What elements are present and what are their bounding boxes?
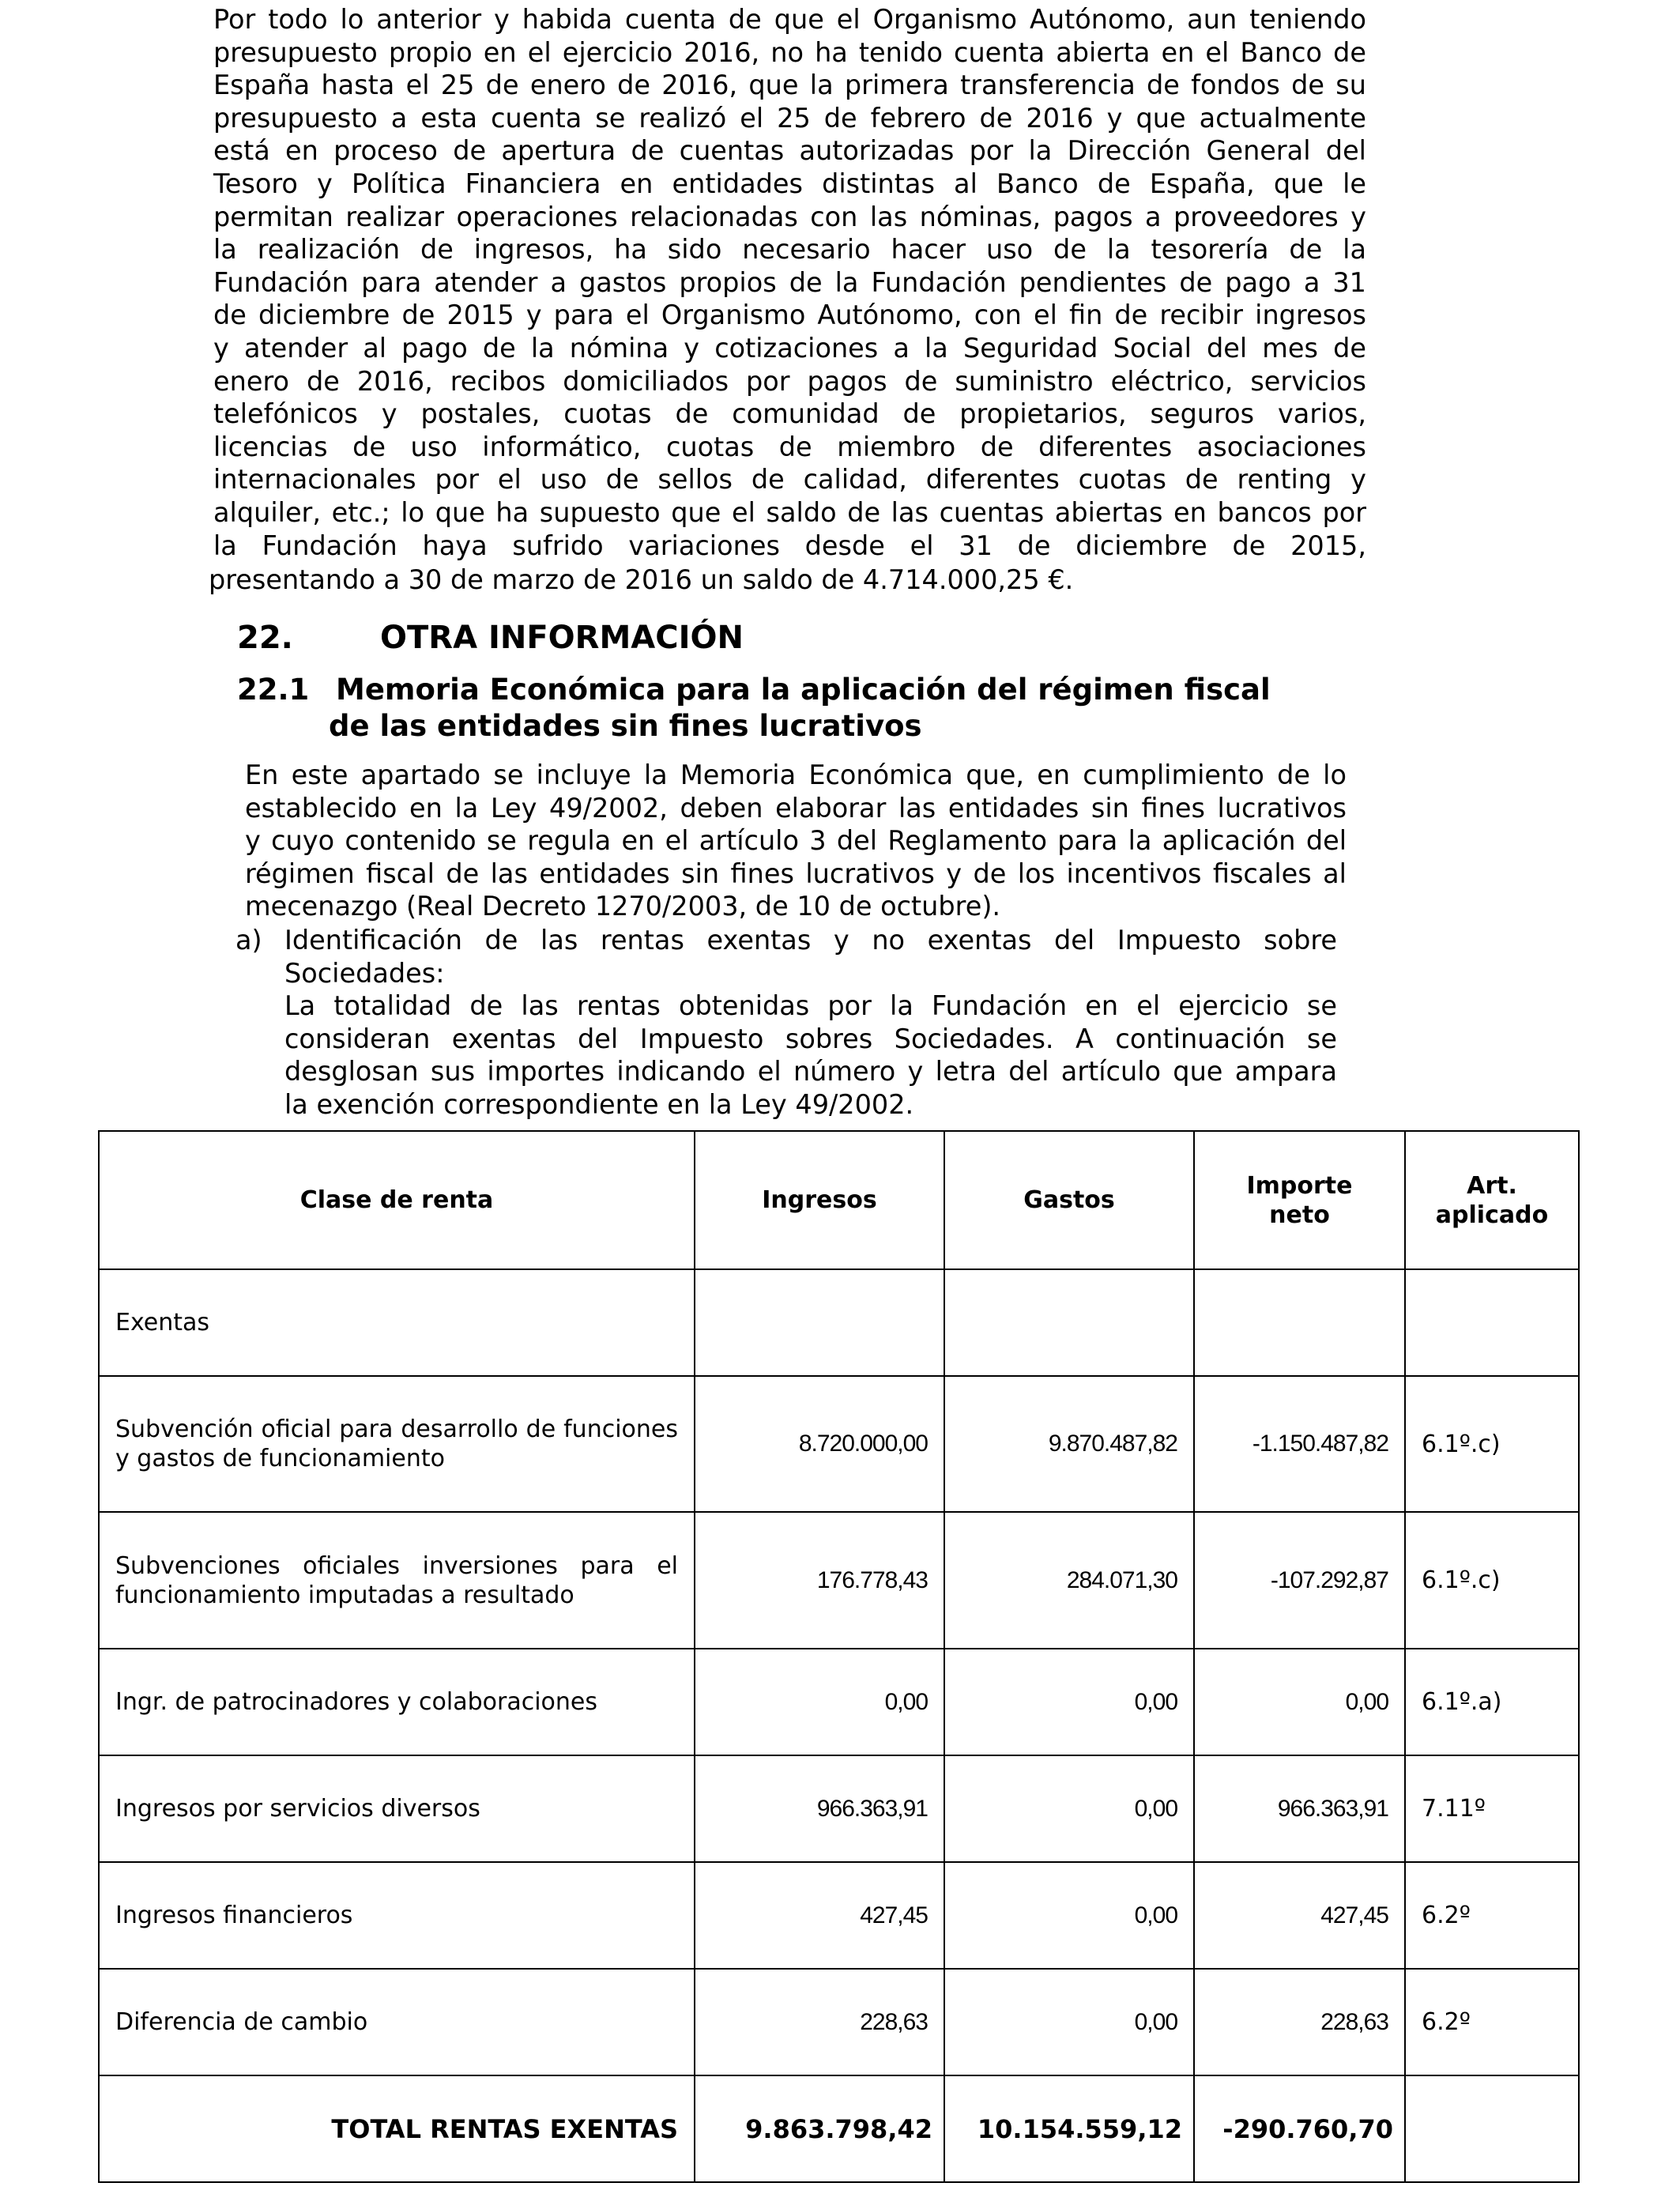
total-neto: -290.760,70 xyxy=(1194,2075,1405,2182)
memoria-line: régimen fiscal de las entidades sin fines lucrativos y de los incentivos fiscales al xyxy=(245,858,1347,889)
intro-line: permitan realizar operaciones relacionadas con las nóminas, pagos a proveedores y xyxy=(213,201,1366,232)
table-row xyxy=(99,1862,1579,1969)
memoria-last-line: mecenazgo (Real Decreto 1270/2003, de 10 de octubre). xyxy=(245,891,1001,922)
row-gastos: 0,00 xyxy=(944,1755,1194,1862)
memoria-line: y cuyo contenido se regula en el artículo 3 del Reglamento para la aplicación del xyxy=(245,825,1347,857)
row-art: 6.1º.a) xyxy=(1405,1649,1579,1755)
intro-line: Fundación para atender a gastos propios de la Fundación pendientes de pago a 31 xyxy=(213,266,1366,298)
header-art-line1: Art. xyxy=(1467,1171,1517,1200)
empty-cell xyxy=(1194,1269,1405,1376)
row-gastos: 9.870.487,82 xyxy=(944,1376,1194,1512)
row-label: Ingresos por servicios diversos xyxy=(99,1755,695,1862)
row-label: Subvenciones oficiales inversiones para el funcionamiento imputadas a resultado xyxy=(99,1512,695,1649)
header-gastos: Gastos xyxy=(944,1131,1194,1269)
row-ingresos: 966.363,91 xyxy=(695,1755,944,1862)
intro-line: está en proceso de apertura de cuentas autorizadas por la Dirección General del xyxy=(213,135,1366,167)
group-label-exentas: Exentas xyxy=(99,1269,695,1376)
intro-line: presupuesto a esta cuenta se realizó el 25 de febrero de 2016 y que actualmente xyxy=(213,102,1366,134)
row-neto: 966.363,91 xyxy=(1194,1755,1405,1862)
empty-cell xyxy=(1405,2075,1579,2182)
intro-line: la realización de ingresos, ha sido necesario hacer uso de la tesorería de la xyxy=(213,234,1366,266)
item-a-marker: a) xyxy=(235,925,262,956)
intro-line: de diciembre de 2015 y para el Organismo Autónomo, con el fin de recibir ingresos xyxy=(213,300,1366,331)
row-ingresos: 427,45 xyxy=(695,1862,944,1969)
row-neto: 228,63 xyxy=(1194,1969,1405,2075)
empty-cell xyxy=(944,1269,1194,1376)
row-gastos: 0,00 xyxy=(944,1969,1194,2075)
header-ingresos: Ingresos xyxy=(695,1131,944,1269)
section-title: OTRA INFORMACIÓN xyxy=(380,620,744,656)
row-ingresos: 176.778,43 xyxy=(695,1512,944,1649)
header-art-line2: aplicado xyxy=(1435,1201,1549,1229)
row-neto: 427,45 xyxy=(1194,1862,1405,1969)
total-gastos: 10.154.559,12 xyxy=(944,2075,1194,2182)
row-label: Diferencia de cambio xyxy=(99,1969,695,2075)
item-a-body-line: consideran exentas del Impuesto sobres Sociedades. A continuación se xyxy=(284,1023,1337,1054)
row-label: Ingresos financieros xyxy=(99,1862,695,1969)
intro-line: Tesoro y Política Financiera en entidades distintas al Banco de España, que le xyxy=(213,168,1366,199)
subsection-title-line1: Memoria Económica para la aplicación del régimen fiscal xyxy=(336,673,1271,707)
row-neto: 0,00 xyxy=(1194,1649,1405,1755)
row-ingresos: 8.720.000,00 xyxy=(695,1376,944,1512)
row-art: 6.2º xyxy=(1405,1969,1579,2075)
intro-line: España hasta el 25 de enero de 2016, que la primera transferencia de fondos de su xyxy=(213,70,1366,101)
table-row xyxy=(99,1649,1579,1755)
intro-line: licencias de uso informático, cuotas de miembro de diferentes asociaciones xyxy=(213,431,1366,462)
item-a-body-line: desglosan sus importes indicando el número y letra del artículo que ampara xyxy=(284,1056,1337,1087)
intro-line: enero de 2016, recibos domiciliados por pagos de suministro eléctrico, servicios xyxy=(213,365,1366,397)
total-label: TOTAL RENTAS EXENTAS xyxy=(99,2075,695,2182)
subsection-number: 22.1 xyxy=(237,673,310,707)
header-clase-de-renta: Clase de renta xyxy=(99,1131,695,1269)
table-total-row xyxy=(99,2075,1579,2182)
row-gastos: 0,00 xyxy=(944,1649,1194,1755)
row-neto: -107.292,87 xyxy=(1194,1512,1405,1649)
row-art: 7.11º xyxy=(1405,1755,1579,1862)
empty-cell xyxy=(1405,1269,1579,1376)
intro-line: la Fundación haya sufrido variaciones desde el 31 de diciembre de 2015, xyxy=(213,530,1366,561)
section-number: 22. xyxy=(237,620,293,656)
item-a-title-line2: Sociedades: xyxy=(284,957,445,989)
table-row xyxy=(99,1512,1579,1649)
header-art-aplicado xyxy=(1405,1131,1579,1269)
row-label: Ingr. de patrocinadores y colaboraciones xyxy=(99,1649,695,1755)
intro-line: alquiler, etc.; lo que ha supuesto que el saldo de las cuentas abiertas en bancos por xyxy=(213,496,1366,528)
item-a-title-line1: Identificación de las rentas exentas y no exentas del Impuesto sobre xyxy=(284,925,1337,956)
row-neto: -1.150.487,82 xyxy=(1194,1376,1405,1512)
rentas-table xyxy=(98,1130,1580,2183)
row-ingresos: 228,63 xyxy=(695,1969,944,2075)
intro-line: Por todo lo anterior y habida cuenta de que el Organismo Autónomo, aun teniendo xyxy=(213,4,1366,35)
subsection-title-line2: de las entidades sin fines lucrativos xyxy=(329,709,922,743)
item-a-body-line: La totalidad de las rentas obtenidas por la Fundación en el ejercicio se xyxy=(284,990,1337,1021)
row-ingresos: 0,00 xyxy=(695,1649,944,1755)
intro-line: y atender al pago de la nómina y cotizaciones a la Seguridad Social del mes de xyxy=(213,332,1366,364)
table-group-row xyxy=(99,1269,1579,1376)
header-importe-neto xyxy=(1194,1131,1405,1269)
table-header-row xyxy=(99,1131,1579,1269)
row-gastos: 284.071,30 xyxy=(944,1512,1194,1649)
table-row xyxy=(99,1376,1579,1512)
row-art: 6.1º.c) xyxy=(1405,1376,1579,1512)
intro-line: telefónicos y postales, cuotas de comunidad de propietarios, seguros varios, xyxy=(213,398,1366,430)
intro-last-line: presentando a 30 de marzo de 2016 un saldo de 4.714.000,25 €. xyxy=(209,564,1074,595)
intro-line: presupuesto propio en el ejercicio 2016, no ha tenido cuenta abierta en el Banco de xyxy=(213,36,1366,68)
header-importe-line1: Importe xyxy=(1246,1171,1353,1200)
item-a-body-last: la exención correspondiente en la Ley 49/2002. xyxy=(284,1088,914,1120)
intro-paragraph xyxy=(213,3,1366,562)
total-ingresos: 9.863.798,42 xyxy=(695,2075,944,2182)
item-a-block xyxy=(284,924,1337,1121)
memoria-line: En este apartado se incluye la Memoria Económica que, en cumplimiento de lo xyxy=(245,760,1347,790)
table-row xyxy=(99,1969,1579,2075)
memoria-paragraph xyxy=(245,759,1347,923)
header-importe-line2: neto xyxy=(1269,1201,1330,1229)
table-row xyxy=(99,1755,1579,1862)
row-gastos: 0,00 xyxy=(944,1862,1194,1969)
row-art: 6.2º xyxy=(1405,1862,1579,1969)
memoria-line: establecido en la Ley 49/2002, deben elaborar las entidades sin fines lucrativos xyxy=(245,792,1347,824)
row-art: 6.1º.c) xyxy=(1405,1512,1579,1649)
empty-cell xyxy=(695,1269,944,1376)
row-label: Subvención oficial para desarrollo de funciones y gastos de funcionamiento xyxy=(99,1376,695,1512)
intro-line: internacionales por el uso de sellos de calidad, diferentes cuotas de renting y xyxy=(213,464,1366,496)
